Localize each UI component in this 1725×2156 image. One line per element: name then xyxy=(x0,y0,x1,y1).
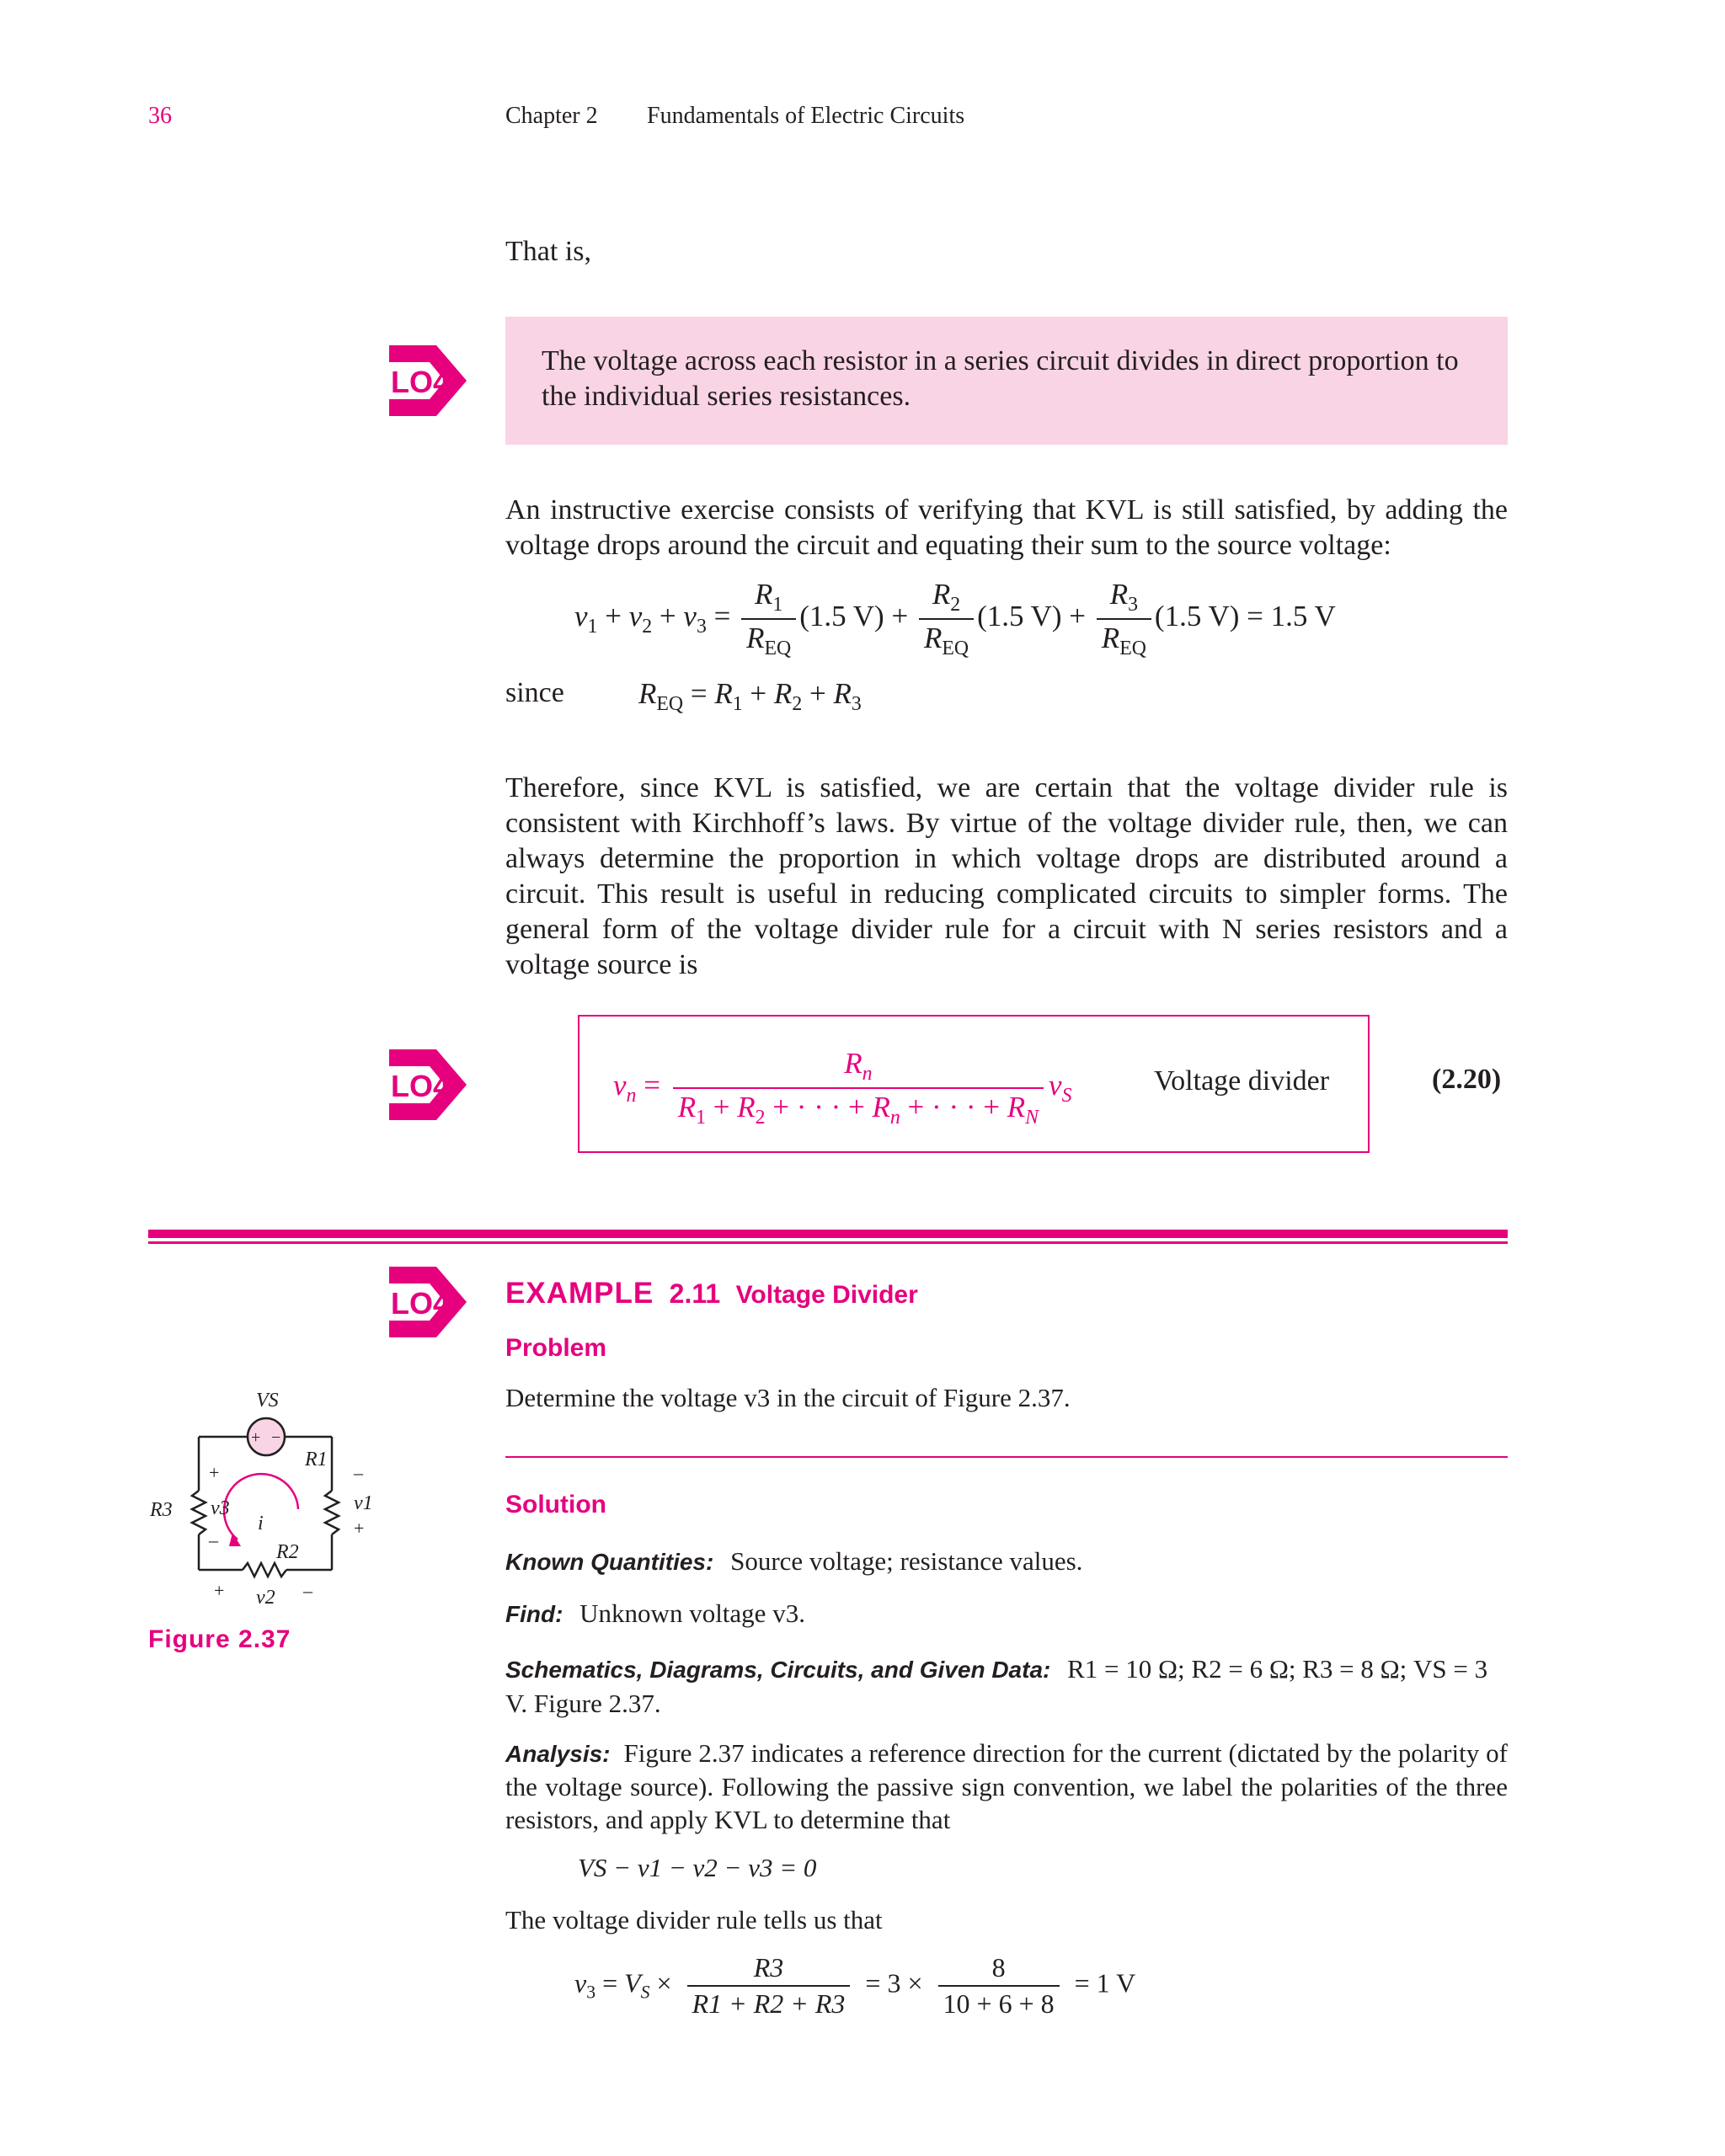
lo4-badge xyxy=(386,1043,470,1127)
kvl-equation: $v_1 + v_2 + v_3$ = $\frac{R_1}{R_{EQ}}$ (1.5 V) + $\frac{R_2}{R_{EQ}}$ (1.5 V) + $\frac{R_3}{R_{EQ}}$ (1.5 V) = 1.5 V xyxy=(574,578,1336,659)
svg-text:−: − xyxy=(271,1428,281,1447)
given-text: R1 = 10 Ω; R2 = 6 Ω; R3 = 8 Ω; VS = 3 V. Figure 2.37. xyxy=(505,1654,1488,1718)
example-heading xyxy=(505,1277,918,1310)
svg-text:R1: R1 xyxy=(305,1449,328,1470)
find-label: Find: xyxy=(505,1601,563,1627)
given-data xyxy=(505,1652,1508,1721)
voltage-divider-equation: $v_n$ = $\frac{R_n}{R_1 + R_2 + \cdot \cdot \cdot + R_n + \cdot \cdot \cdot + R_N}$ $v_S$ xyxy=(613,1047,1072,1129)
since-label: since xyxy=(505,677,564,708)
analysis-label: Analysis: xyxy=(505,1741,611,1767)
kvl-sum-equation: VS − v1 − v2 − v3 = 0 xyxy=(578,1853,817,1882)
svg-text:LO4: LO4 xyxy=(391,365,451,399)
problem-heading: Problem xyxy=(505,1334,607,1362)
svg-text:VS: VS xyxy=(256,1390,279,1412)
lo4-badge xyxy=(386,1260,470,1344)
svg-text:–: – xyxy=(303,1580,312,1601)
svg-text:–: – xyxy=(209,1529,218,1550)
known-text: Source voltage; resistance values. xyxy=(730,1546,1083,1576)
known-label: Known Quantities: xyxy=(505,1549,714,1575)
kvl-paragraph: An instructive exercise consists of verifying that KVL is still satisfied, by adding the voltage drops around the circuit and equating their sum to the source voltage: xyxy=(505,494,1508,561)
voltage-divider-box xyxy=(578,1015,1370,1153)
svg-text:LO4: LO4 xyxy=(391,1069,451,1103)
problem-text: Determine the voltage v3 in the circuit of Figure 2.37. xyxy=(505,1383,1071,1412)
circuit-diagram xyxy=(148,1381,401,1617)
page-header xyxy=(148,103,1513,136)
svg-text:R3: R3 xyxy=(150,1499,173,1521)
example-number: 2.11 xyxy=(669,1278,721,1309)
svg-text:–: – xyxy=(354,1462,363,1483)
svg-text:+: + xyxy=(354,1518,365,1539)
therefore-paragraph: Therefore, since KVL is satisfied, we are certain that the voltage divider rule is consistent with Kirchhoff’s laws. By virtue of the voltage divider rule, then, we can always determine the proportion in which voltage drops are distributed around a circuit. This result is useful in reducing complicated circuits to simpler forms. The general form of the voltage divider rule for a circuit with N series resistors and a voltage source is xyxy=(505,772,1508,980)
lo4-arrow-icon xyxy=(386,339,470,423)
final-equation: $v_3 = V_S$ × $\frac{R3}{R1 + R2 + R3}$ = 3 × $\frac{8}{10 + 6 + 8}$ = 1 V xyxy=(574,1952,1136,2019)
analysis-text: Figure 2.37 indicates a reference direction for the current (dictated by the polarity of the voltage source). Following the passive sign convention, we label the polarities of the three resistors, and apply KVL to determine that xyxy=(505,1738,1508,1834)
svg-text:R2: R2 xyxy=(276,1541,299,1563)
svg-text:+: + xyxy=(209,1462,220,1483)
lo4-arrow-icon xyxy=(386,1260,470,1344)
chapter-title: Fundamentals of Electric Circuits xyxy=(647,103,965,129)
section-divider-thin xyxy=(148,1241,1508,1244)
req-equation: $R_{EQ} = R_1 + R_2 + R_3$ xyxy=(638,677,862,715)
known-quantities xyxy=(505,1546,1082,1577)
section-divider-thick xyxy=(148,1230,1508,1238)
given-label: Schematics, Diagrams, Circuits, and Given Data: xyxy=(505,1657,1051,1683)
lo4-arrow-icon xyxy=(386,1043,470,1127)
find-text: Unknown voltage v3. xyxy=(579,1598,805,1628)
divider-sentence: The voltage divider rule tells us that xyxy=(505,1905,883,1935)
page-number: 36 xyxy=(148,103,172,129)
svg-text:+: + xyxy=(251,1428,261,1447)
highlight-text: The voltage across each resistor in a series circuit divides in direct proportion to the individual series resistances. xyxy=(542,345,1459,412)
figure-caption: Figure 2.37 xyxy=(148,1625,291,1653)
find-line xyxy=(505,1598,805,1629)
voltage-divider-caption: Voltage divider xyxy=(1154,1065,1330,1097)
solution-heading: Solution xyxy=(505,1491,606,1518)
lo4-badge xyxy=(386,339,470,423)
circuit-figure xyxy=(148,1381,401,1617)
svg-text:LO4: LO4 xyxy=(391,1286,451,1321)
chapter-label: Chapter 2 xyxy=(505,103,598,129)
example-title: Voltage Divider xyxy=(735,1281,918,1309)
that-is-text: That is, xyxy=(505,236,591,267)
equation-number: (2.20) xyxy=(1432,1064,1502,1095)
example-label: EXAMPLE xyxy=(505,1277,654,1310)
svg-text:+: + xyxy=(214,1580,225,1601)
svg-text:v3: v3 xyxy=(211,1497,230,1519)
svg-text:v1: v1 xyxy=(354,1492,373,1514)
highlight-box xyxy=(505,317,1508,445)
problem-solution-divider xyxy=(505,1456,1508,1458)
analysis-paragraph xyxy=(505,1737,1508,1836)
svg-text:v2: v2 xyxy=(256,1587,275,1609)
svg-text:i: i xyxy=(258,1513,264,1534)
